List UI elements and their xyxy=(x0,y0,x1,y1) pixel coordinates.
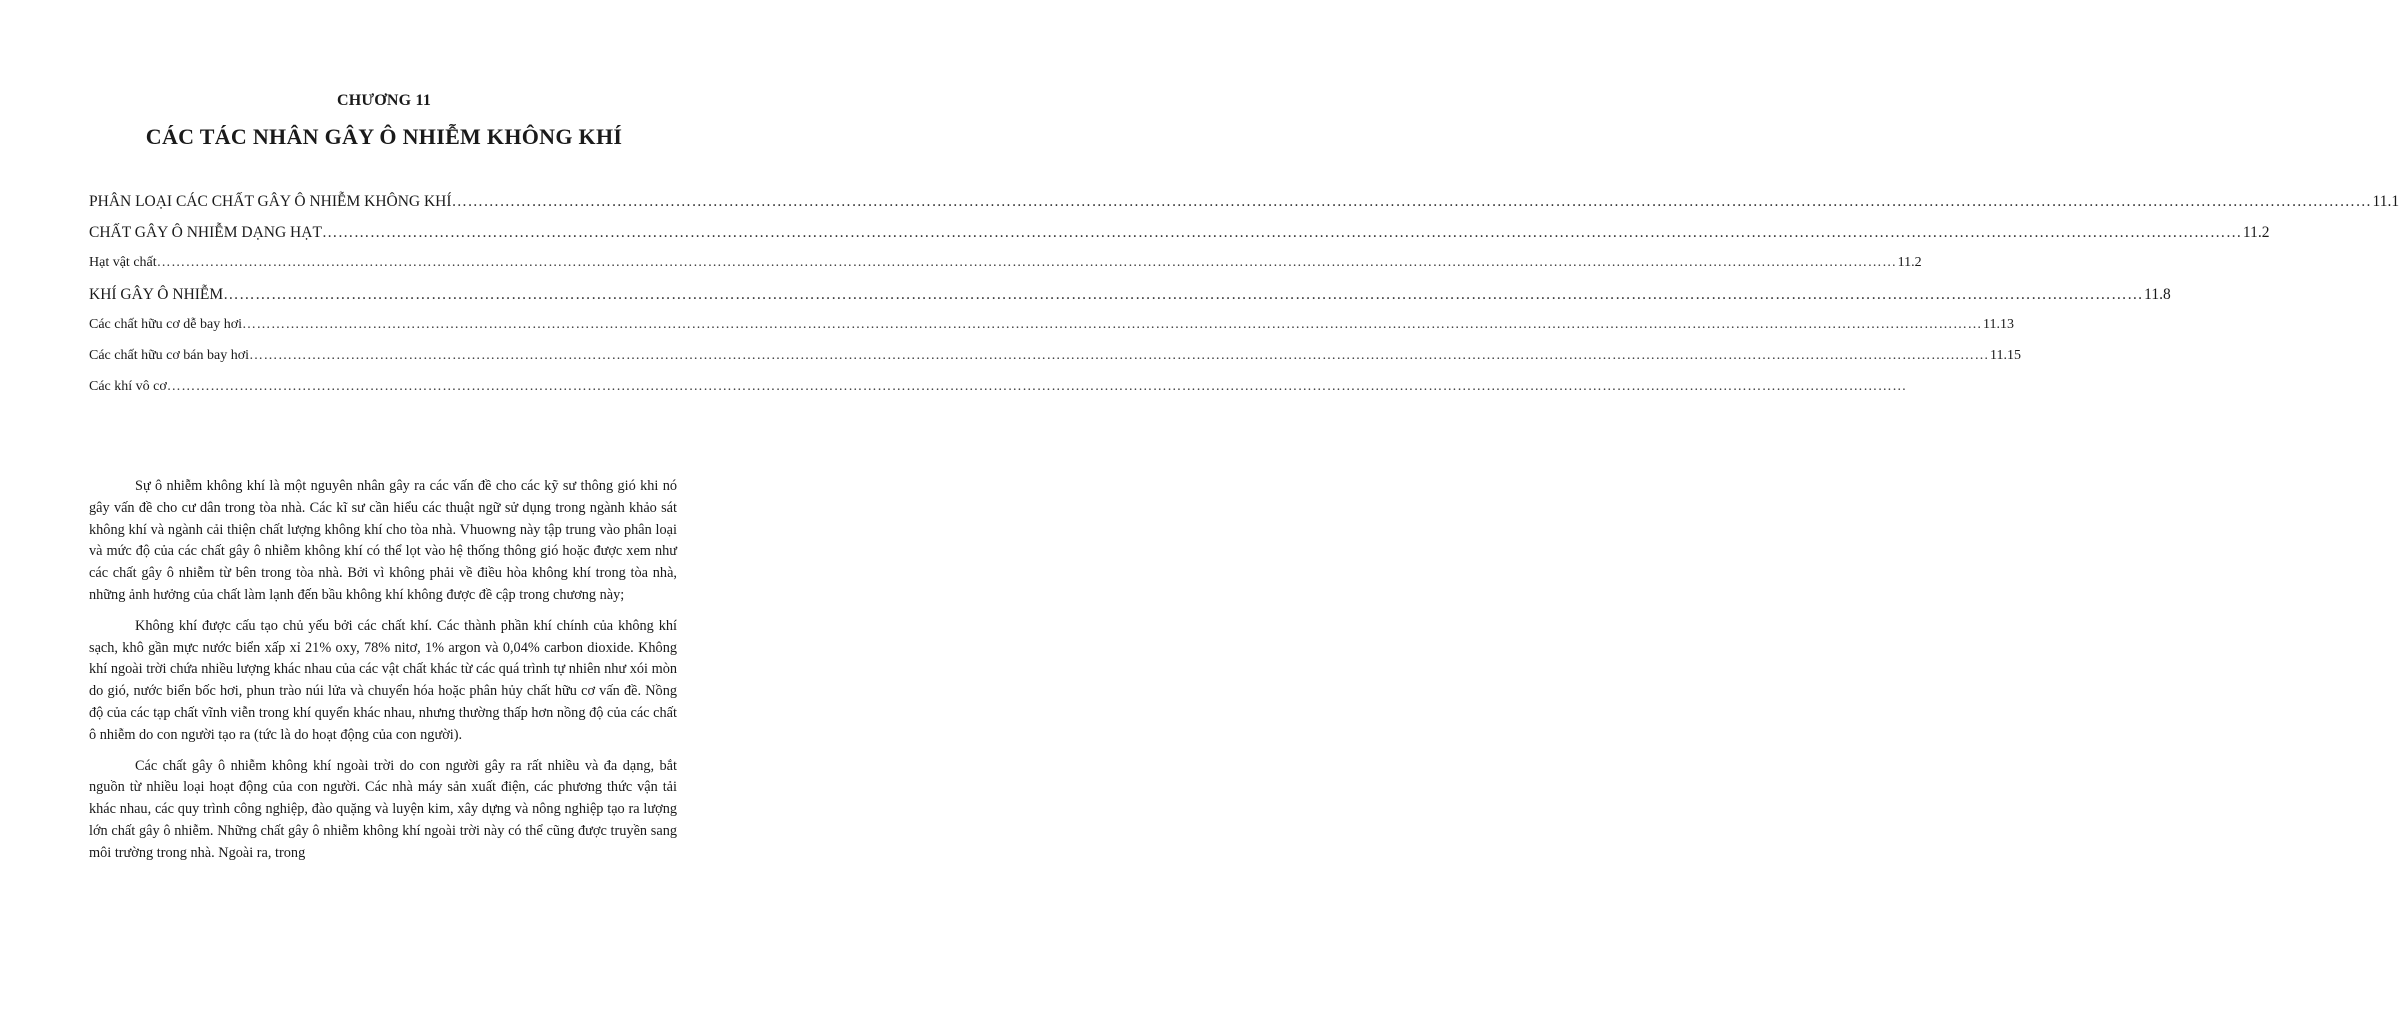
table-of-contents xyxy=(89,193,2399,410)
toc-leader-dots: ……………………………………………………………………………………………………………………………………………………………………………………………………………………………………………………………………………………………………………………………… xyxy=(451,193,2372,210)
toc-entry-label: Các chất hữu cơ dễ bay hơi xyxy=(89,317,243,332)
toc-entry-page: 11.2 xyxy=(2242,224,2270,241)
toc-entry-label: Các chất hữu cơ bán bay hơi xyxy=(89,348,250,363)
toc-entry xyxy=(89,317,2014,348)
body-paragraph: Không khí được cấu tạo chủ yếu bởi các chất khí. Các thành phần khí chính của không khí sạch, khô gần mực nước biển xấp xỉ 21% oxy, 78% nitơ, 1% argon và 0,04% carbon dioxide. Không khí ngoài trời chứa nhiều lượng khác nhau của các vật chất khác từ các quá trình tự nhiên như xói mòn do gió, nước biển bốc hơi, phun trào núi lửa và chuyển hóa hoặc phân hủy chất hữu cơ vấn đề. Nồng độ của các tạp chất vĩnh viễn trong khí quyển khác nhau, nhưng thường thấp hơn nồng độ của các chất ô nhiễm do con người tạo ra (tức là do hoạt động của con người). xyxy=(89,617,677,743)
chapter-title: CÁC TÁC NHÂN GÂY Ô NHIỄM KHÔNG KHÍ xyxy=(145,124,623,149)
toc-entry xyxy=(89,379,1907,410)
toc-entry xyxy=(89,255,1922,286)
chapter-label: CHƯƠNG 11 xyxy=(336,92,432,109)
toc-leader-dots: ……………………………………………………………………………………………………………………………………………………………………………………………………………………………………………………………………………………………………………………………… xyxy=(242,317,1983,332)
toc-leader-dots: ……………………………………………………………………………………………………………………………………………………………………………………………………………………………………………………………………………………………………………………………… xyxy=(223,286,2144,303)
toc-leader-dots: ……………………………………………………………………………………………………………………………………………………………………………………………………………………………………………………………………………………………………………………………… xyxy=(321,224,2242,241)
toc-entry-page: 11.2 xyxy=(1897,255,1922,270)
toc-leader-dots: ……………………………………………………………………………………………………………………………………………………………………………………………………………………………………………………………………………………………………………………………… xyxy=(249,348,1990,363)
toc-entry-page: 11.15 xyxy=(1990,348,2021,363)
toc-entry xyxy=(89,286,2171,317)
toc-leader-dots: ……………………………………………………………………………………………………………………………………………………………………………………………………………………………………………………………………………………………………………………………… xyxy=(166,379,1907,394)
toc-entry xyxy=(89,193,2399,224)
toc-entry-label: Hạt vật chất xyxy=(89,255,157,270)
toc-entry-page: 11.8 xyxy=(2144,286,2171,303)
toc-entry-label: Các khí vô cơ xyxy=(89,379,167,394)
toc-entry xyxy=(89,224,2270,255)
toc-entry-page: 11.13 xyxy=(1983,317,2014,332)
toc-entry-page: 11.1 xyxy=(2372,193,2399,210)
toc-entry xyxy=(89,348,2021,379)
body-text xyxy=(89,476,677,874)
body-paragraph: Sự ô nhiễm không khí là một nguyên nhân gây ra các vấn đề cho các kỹ sư thông gió khi nó gây vấn đề cho cư dân trong tòa nhà. Các kĩ sư cần hiểu các thuật ngữ sử dụng trong ngành khảo sát không khí và ngành cải thiện chất lượng không khí cho tòa nhà. Vhuowng này tập trung vào phân loại và mức độ của các chất gây ô nhiễm không khí có thể lọt vào hệ thống thông gió hoặc được xem như các chất gây ô nhiễm từ bên trong tòa nhà. Bởi vì không phải về điều hòa không khí trong tòa nhà, những ảnh hưởng của chất làm lạnh đến bầu không khí không được đề cập trong chương này; xyxy=(89,478,677,603)
toc-entry-label: CHẤT GÂY Ô NHIỄM DẠNG HẠT xyxy=(89,224,322,241)
toc-entry-label: KHÍ GÂY Ô NHIỄM xyxy=(89,286,224,303)
body-paragraph: Các chất gây ô nhiễm không khí ngoài trời do con người gây ra rất nhiều và đa dạng, bắt nguồn từ nhiều loại hoạt động của con người. Các nhà máy sản xuất điện, các phương thức vận tải khác nhau, các quy trình công nghiệp, đào quặng và luyện kim, xây dựng và nông nghiệp tạo ra lượng lớn chất gây ô nhiễm. Những chất gây ô nhiễm không khí ngoài trời này có thể cũng được truyền sang môi trường trong nhà. Ngoài ra, trong xyxy=(89,757,677,861)
toc-leader-dots: ……………………………………………………………………………………………………………………………………………………………………………………………………………………………………………………………………………………………………………………………… xyxy=(156,255,1897,270)
toc-entry-label: PHÂN LOẠI CÁC CHẤT GÂY Ô NHIỄM KHÔNG KHÍ xyxy=(89,193,452,210)
